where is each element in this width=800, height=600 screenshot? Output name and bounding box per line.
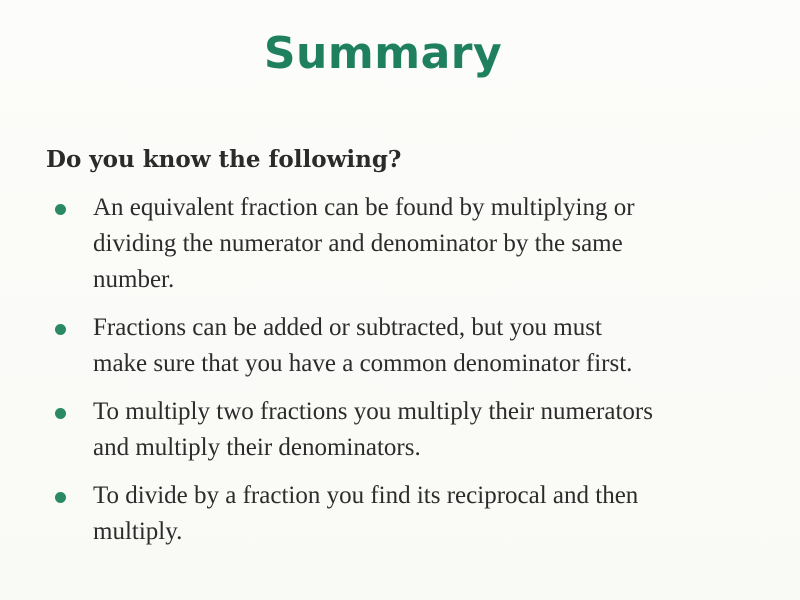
bullet-dot-icon — [55, 492, 66, 503]
bullet-item — [48, 394, 788, 466]
bullet-item — [48, 478, 788, 550]
bullet-dot-icon — [55, 324, 66, 335]
bullet-line: and multiply their denominators. — [93, 434, 421, 461]
bullet-line: make sure that you have a common denominator first. — [93, 350, 633, 377]
page-title: Summary — [263, 28, 503, 79]
bullet-item — [48, 190, 788, 298]
bullet-line: To divide by a fraction you find its reciprocal and then — [93, 482, 639, 509]
bullet-list — [48, 190, 788, 562]
bullet-line: dividing the numerator and denominator by the same — [93, 230, 623, 257]
bullet-line: Fractions can be added or subtracted, but you must — [93, 314, 602, 341]
bullet-line: An equivalent fraction can be found by multiplying or — [93, 194, 635, 221]
bullet-dot-icon — [55, 204, 66, 215]
bullet-dot-icon — [55, 408, 66, 419]
bullet-line: To multiply two fractions you multiply their numerators — [93, 398, 653, 425]
bullet-item — [48, 310, 788, 382]
bullet-line: number. — [93, 266, 175, 293]
section-heading: Do you know the following? — [46, 146, 402, 173]
bullet-line: multiply. — [93, 518, 183, 545]
